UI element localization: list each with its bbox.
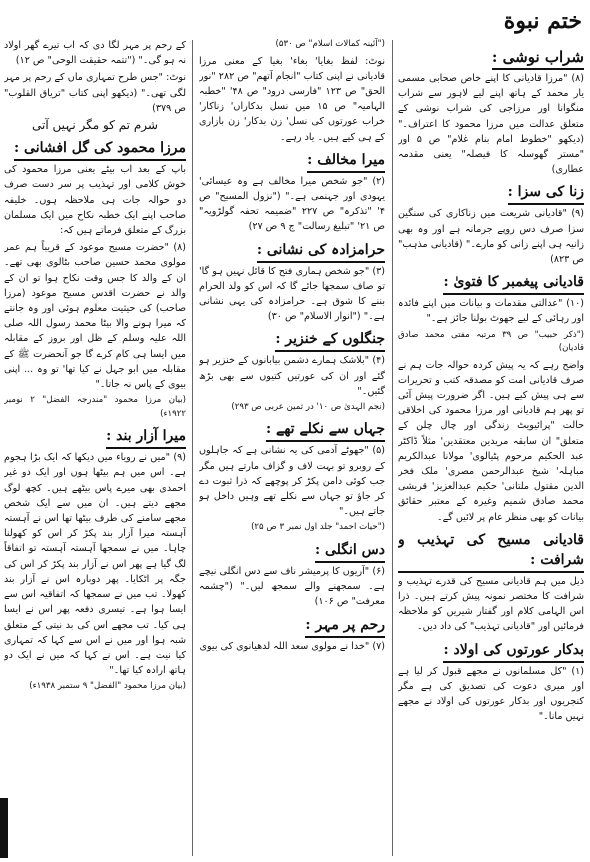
section-heading: میرا مخالف : bbox=[307, 150, 385, 173]
left-column bbox=[4, 38, 186, 858]
section-heading: قادیانی مسیح کی تہذیب و شرافت : bbox=[398, 530, 584, 573]
section-heading: جہاں سے نکلے تھے : bbox=[266, 419, 385, 442]
citation: ("حیات احمد" جلد اول نمبر ۳ ص ۲۵) bbox=[251, 522, 385, 533]
right-column bbox=[398, 44, 584, 858]
citation: ("ذکر حبیب" ص ۳۹ مرتبہ مفتی محمد صادق قادیان) bbox=[398, 329, 584, 354]
paragraph: (۶) "آریوں کا پرمیشر ناف سے دس انگلی نیچے ہے۔ سمجھنے والے سمجھ لیں۔" ("چشمہ معرفت" ص ۱۰۶) bbox=[199, 565, 385, 608]
section-heading: شراب نوشی : bbox=[492, 47, 584, 70]
paragraph: (۱) "کل مسلمانوں نے مجھے قبول کر لیا ہے اور میری دعوت کی تصدیق کی ہے مگر کنجریوں اور بدکار عورتوں کی اولاد نے مجھے نہیں مانا۔" bbox=[398, 665, 584, 723]
paragraph: (۸) "مرزا قادیانی کا اپنے خاص صحابی مسمی یار محمد کے ہاتھ اپنے لیے لاہور سے شراب منگوانا اور مرزاجی کی شراب نوشی کے متعلق عدالت میں مرزا محمود کا اعتراف۔" (دیکھو "خطوط امام بنام غلام" ص ۵ اور "مستر گھوسلہ کا فیصلہ" یعنی مقدمہ عطاری) bbox=[398, 73, 584, 176]
paragraph: (۵) "جھوٹے آدمی کی یہ نشانی ہے کہ جاہلوں کے روبرو تو بہت لاف و گزاف مارتے ہیں مگر جب کوئی دامن پکڑ کر پوچھے کہ ذرا ثبوت دے کر جاؤ تو جہاں سے نکلے تھے وہیں داخل ہو جاتے ہیں۔" bbox=[199, 445, 385, 518]
paragraph: (۲) "جو شخص میرا مخالف ہے وہ عیسائی' یہودی اور جہنمی ہے۔" ("نزول المسیح" ص ۴' "تذکرہ" ص ۲۲۷ "ضمیمہ تحفہ گولڑویہ" ص ۲۱' "تبلیغ رسالت" ج ۹ ص ۲۷) bbox=[199, 175, 385, 233]
paragraph: واضح رہے کہ یہ پیش کردہ حوالہ جات ہم نے صرف قادیانی امت کو مصدقہ کتب و تحریرات سے ہی پیش کیے ہیں۔ اگر ضرورت پیش آئی تو پھر ہم قادیانی اور مرزا محمود کی اخلاقی حالت "پرائیویٹ زندگی اور چال چلن کے متعلق" ان سابقہ مریدین معتقدین' مثلاً ڈاکٹر عبد الحکیم مرحوم پٹیالوی' مولانا عبدالکریم مباہلہ' شیخ عبدالرحمن مصری' ملک فخر الدین مقتول ملتانی' حکیم عبدالعزیز' قریشی محمد صادق شمیم وغیرہ کے معتبر حقائق بیانات کو بھی منظر عام پر لائیں گے۔ bbox=[398, 359, 584, 523]
section-heading: مرزا محمود کی گل افشانی : bbox=[14, 138, 186, 161]
section-heading: قادیانی پیغمبر کا فتویٰ : bbox=[443, 272, 584, 295]
citation: (نجم الہدیٰ ص ۱۰' در ثمین عربی ص ۲۹۳) bbox=[231, 401, 385, 412]
paragraph: (۹) "قادیانی شریعت میں زناکاری کی سنگین سزا صرف دس روپے جرمانہ ہے اور وہ بھی زانیہ ہی اپنے زانی کو مارے۔" (قادیانی مذہب" ص ۸۲۳) bbox=[398, 208, 584, 266]
section-heading: بدکار عورتوں کی اولاد : bbox=[443, 640, 584, 663]
verse-line: شرم تم کو مگر نہیں آتی bbox=[32, 118, 158, 133]
paragraph: باپ کے بعد اب بیٹے یعنی مرزا محمود کی خوش کلامی اور تہذیب پر سر دست صرف دو حوالہ جات ہی ملاحظہ ہوں۔ خلیفہ صاحب اپنے ایک خطبہ نکاح میں ایک مسلمان بزرگ کے متعلق فرماتے ہیں کہ: bbox=[4, 164, 186, 237]
column-divider bbox=[192, 40, 193, 856]
publication-logo: ختم نبوة bbox=[503, 8, 582, 34]
paragraph: (۸) "حضرت مسیح موعود کے قریباً ہم عمر مولوی محمد حسین صاحب بٹالوی بھی تھے۔ ان کے والد کا جس وقت نکاح ہوا تو ان کے والد نے حضرت اقدس مسیح موعود (مرزا صاحب) کی حیثیت معلوم ہوئی اور وہ جانتے کہ میرا ہونے والا بیٹا محمد رسول اللہ صلی اللہ علیہ وسلم کے ظل اور بروز کے مقابلہ میں ایسا ہی کام کرے گا جو آنحضرت ﷺ کے مقابلہ میں ابو جہل نے کیا تھا' تو وہ ... اپنی بیوی کے پاس نہ جاتا۔" bbox=[4, 242, 186, 391]
section-heading: دس انگلی : bbox=[315, 540, 385, 563]
citation: (بیان مرزا محمود "مندرجہ الفضل" ۲ نومبر ۱۹۲۲ء) bbox=[4, 395, 186, 419]
section-heading: رحم پر مہر : bbox=[305, 615, 385, 638]
column-divider bbox=[392, 40, 393, 856]
middle-column bbox=[199, 38, 385, 858]
paragraph: کے رحم پر مہر لگا دی کہ اب تیرے گھر اولاد نہ ہو گی۔" ("تتمہ حقیقت الوحی" ص ۱۲) bbox=[4, 40, 186, 67]
section-heading: زنا کی سزا : bbox=[508, 182, 584, 205]
section-heading: حرامزادہ کی نشانی : bbox=[257, 240, 385, 263]
paragraph: (۴) "بلاشک ہمارے دشمن بیابانوں کے خنزیر ہو گئے اور ان کی عورتیں کتیوں سے بھی بڑھ گئیں۔" bbox=[199, 355, 385, 397]
paragraph: نوٹ: لفظ بغایا' بغاء' بغیا کے معنی مرزا قادیانی نے اپنی کتاب "انجام آتھم" ص ۲۸۲ "نور الحق" ص ۱۲۳ "فارسی درود" ص ۴۸' "خطبہ الہامیہ" ص ۱۵ میں نسل بدکاراں' زناکار' خراب عورتوں کی نسل' زن بدکار' زن بازاری کے ہی کیے ہیں۔ یاد رہے۔ bbox=[199, 55, 385, 143]
section-heading: جنگلوں کے خنزیر : bbox=[275, 329, 385, 352]
citation: ("آئینہ کمالات اسلام" ص ۵۳۰) bbox=[275, 39, 385, 49]
paragraph: نوٹ: "جس طرح تمہاری ماں کے رحم پر مہر لگی تھی۔" (دیکھو اپنی کتاب "تریاق القلوب" ص ۳۷۹) bbox=[4, 72, 186, 114]
citation: (بیان مرزا محمود "الفضل" ۹ ستمبر ۱۹۳۸ء) bbox=[29, 681, 186, 692]
paragraph: (۹) "میں نے رویاء میں دیکھا کہ ایک بڑا ہجوم ہے۔ اس میں ہم بیٹھا ہوں اور ایک دو غیر احمدی بھی میرے پاس بیٹھے ہیں۔ کچھ لوگ مجھے دیتے ہیں۔ ان میں سے ایک شخص مجھے سامنے کی طرف بیٹھا تھا اس نے آہستہ آہستہ میرا آزار بند پکڑ کر اس کو کھولنا چاہا۔ میں نے سمجھا آہستہ آہستہ تو اتفاقاً لگ گیا ہے پھر اس نے آزار بند پکڑ کر اس کی جگہ پر اٹکایا۔ پھر دوبارہ اس نے آزار بند کھولا۔ تب میں نے سمجھا کہ اتفاقیہ اس سے ایسا ہوا ہے۔ تیسری دفعہ پھر اس نے ایسا ہی کیا۔ تب مجھے اس کی بد نیتی کے متعلق شبہ ہوا اور میں نے اس سے کہا کہ تمہاری کیا نیت ہے۔ اس نے کہا کہ میں نے ایک دو ہاتھ ارادہ کیا تھا۔" bbox=[4, 452, 186, 677]
section-heading: میرا آزار بند : bbox=[106, 426, 186, 449]
paragraph: (۱۰) "عدالتی مقدمات و بیانات میں اپنے فائدہ اور رہائی کے لیے جھوٹ بولنا جائز ہے۔" bbox=[398, 298, 584, 325]
page-edge-mark bbox=[0, 798, 8, 858]
paragraph: (۷) "خدا نے مولوی سعد اللہ لدھیانوی کی بیوی bbox=[199, 640, 385, 652]
paragraph: (۳) "جو شخص ہماری فتح کا قائل نہیں ہو گا' تو صاف سمجھا جائے گا کہ اس کو ولد الحرام بننے کا شوق ہے۔ حرامزادہ کی یہی نشانی ہے۔" ("انوار الاسلام" ص ۳۰) bbox=[199, 265, 385, 323]
paragraph: ذیل میں ہم قادیانی مسیح کی قدرے تہذیب و شرافت کا مختصر نمونہ پیش کرتے ہیں۔ ذرا اس الہامی کلام اور گفتار شیریں کو ملاحظہ فرمائیں اور "قادیانی تہذیب" کی داد دیں۔ bbox=[398, 575, 584, 633]
